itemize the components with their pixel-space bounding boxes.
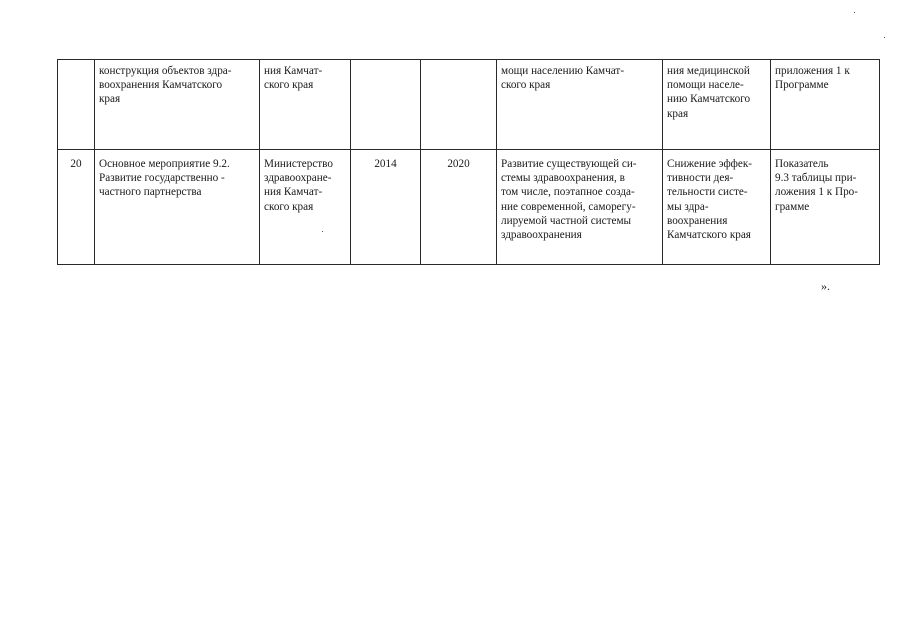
cell-start-year: [351, 60, 421, 150]
cell-consequence: Снижение эффек- тивности дея- тельности систе- мы здра- воохранения Камчатского края: [663, 150, 771, 265]
cell-start-year: 2014: [351, 150, 421, 265]
cell-end-year: 2020: [421, 150, 497, 265]
table-row: [58, 60, 880, 150]
cell-event: конструкция объектов здра- воохранения Камчатского края: [95, 60, 260, 150]
scan-speck: [322, 231, 323, 232]
scan-speck: [854, 12, 855, 13]
closing-quote-mark: ».: [821, 279, 830, 293]
table-row: [58, 150, 880, 265]
cell-indicator: Показатель 9.3 таблицы при- ложения 1 к Про- грамме: [771, 150, 880, 265]
cell-executor: Министерство здравоохране- ния Камчат- ского края: [260, 150, 351, 265]
cell-consequence: ния медицинской помощи населе- нию Камчатского края: [663, 60, 771, 150]
cell-executor: ния Камчат- ского края: [260, 60, 351, 150]
cell-end-year: [421, 60, 497, 150]
cell-number: 20: [58, 150, 95, 265]
cell-indicator: приложения 1 к Программе: [771, 60, 880, 150]
cell-expected-result: Развитие существующей си- стемы здравоохранения, в том числе, поэтапное созда- ние современной, саморегу- лируемой частной системы здравоохранения: [497, 150, 663, 265]
cell-event: Основное мероприятие 9.2. Развитие государственно - частного партнерства: [95, 150, 260, 265]
scan-speck: [884, 37, 885, 38]
cell-expected-result: мощи населению Камчат- ского края: [497, 60, 663, 150]
cell-number: [58, 60, 95, 150]
program-activities-table: [57, 59, 880, 265]
